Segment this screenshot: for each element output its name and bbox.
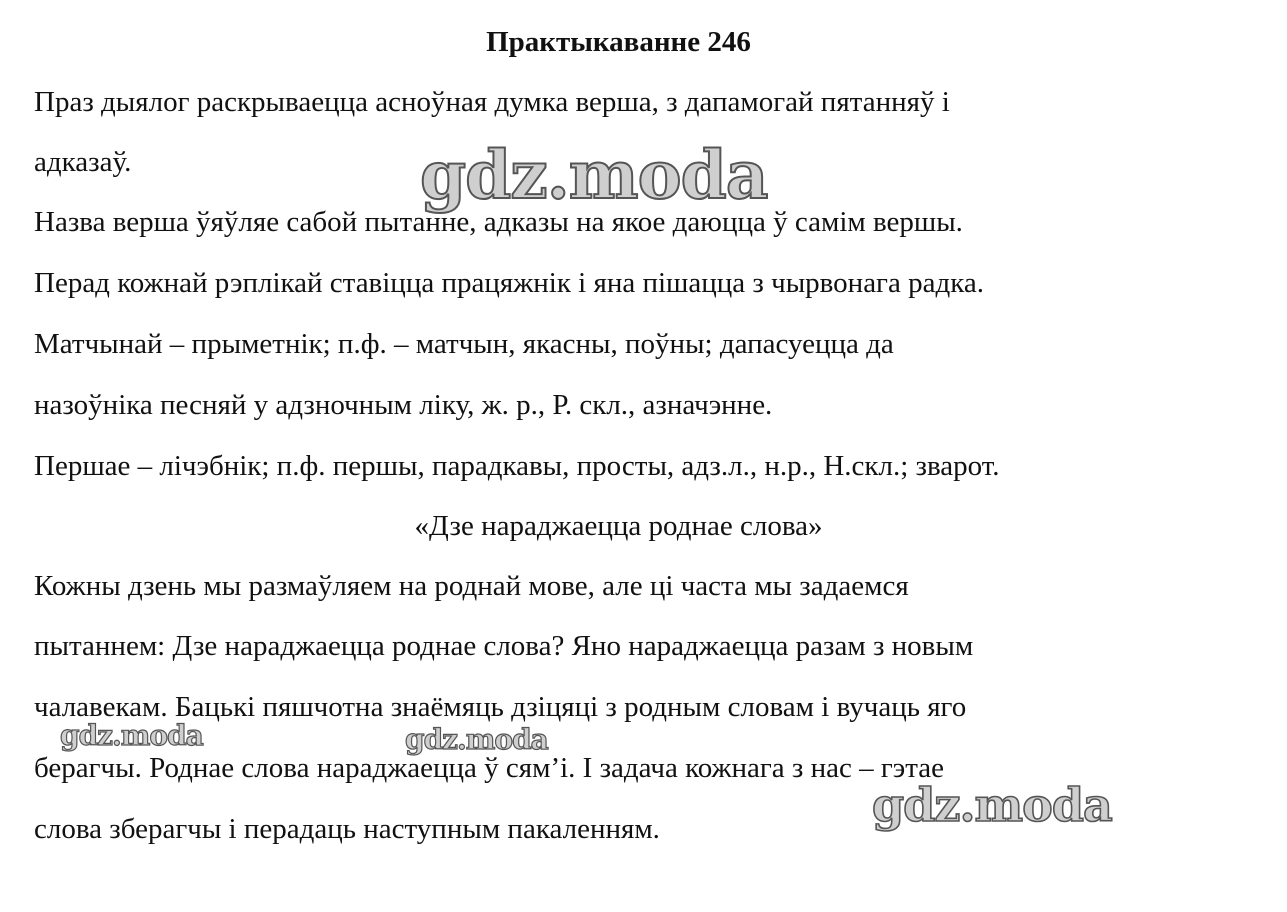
watermark-logo: gdz.moda: [405, 723, 548, 756]
essay-line-2: пытаннем: Дзе нараджаецца роднае слова? Яно нараджаецца разам з новым: [34, 630, 974, 662]
exercise-title: Практыкаванне 246: [486, 26, 751, 58]
essay-line-5: слова зберагчы і перадаць наступным пакаленням.: [34, 813, 660, 845]
watermark-logo: gdz.moda: [60, 719, 203, 752]
text-line-6: назоўніка песняй у адзночным ліку, ж. р., Р. скл., азначэнне.: [34, 389, 773, 421]
essay-line-3: чалавекам. Бацькі пяшчотна знаёмяць дзіцяці з родным словам і вучаць яго: [34, 691, 967, 723]
text-line-7: Першае – лічэбнік; п.ф. першы, парадкавы, просты, адз.л., н.р., Н.скл.; зварот.: [34, 450, 1000, 482]
essay-line-4: берагчы. Роднае слова нараджаецца ў сям’і. І задача кожнага з нас – гэтае: [34, 752, 945, 784]
essay-line-1: Кожны дзень мы размаўляем на роднай мове, але ці часта мы задаемся: [34, 570, 909, 602]
text-line-3: Назва верша ўяўляе сабой пытанне, адказы на якое даюцца ў самім вершы.: [34, 206, 963, 238]
text-line-4: Перад кожнай рэплікай ставіцца працяжнік і яна пішацца з чырвонага радка.: [34, 267, 984, 299]
text-line-5: Матчынай – прыметнік; п.ф. – матчын, якасны, поўны; дапасуецца да: [34, 328, 894, 360]
watermark-logo: gdz.moda: [420, 136, 768, 214]
text-line-1: Праз дыялог раскрываецца асноўная думка верша, з дапамогай пятанняў і: [34, 86, 950, 118]
essay-title: «Дзе нараджаецца роднае слова»: [414, 510, 823, 542]
watermark-logo: gdz.moda: [872, 778, 1112, 832]
text-line-2: адказаў.: [34, 146, 132, 178]
